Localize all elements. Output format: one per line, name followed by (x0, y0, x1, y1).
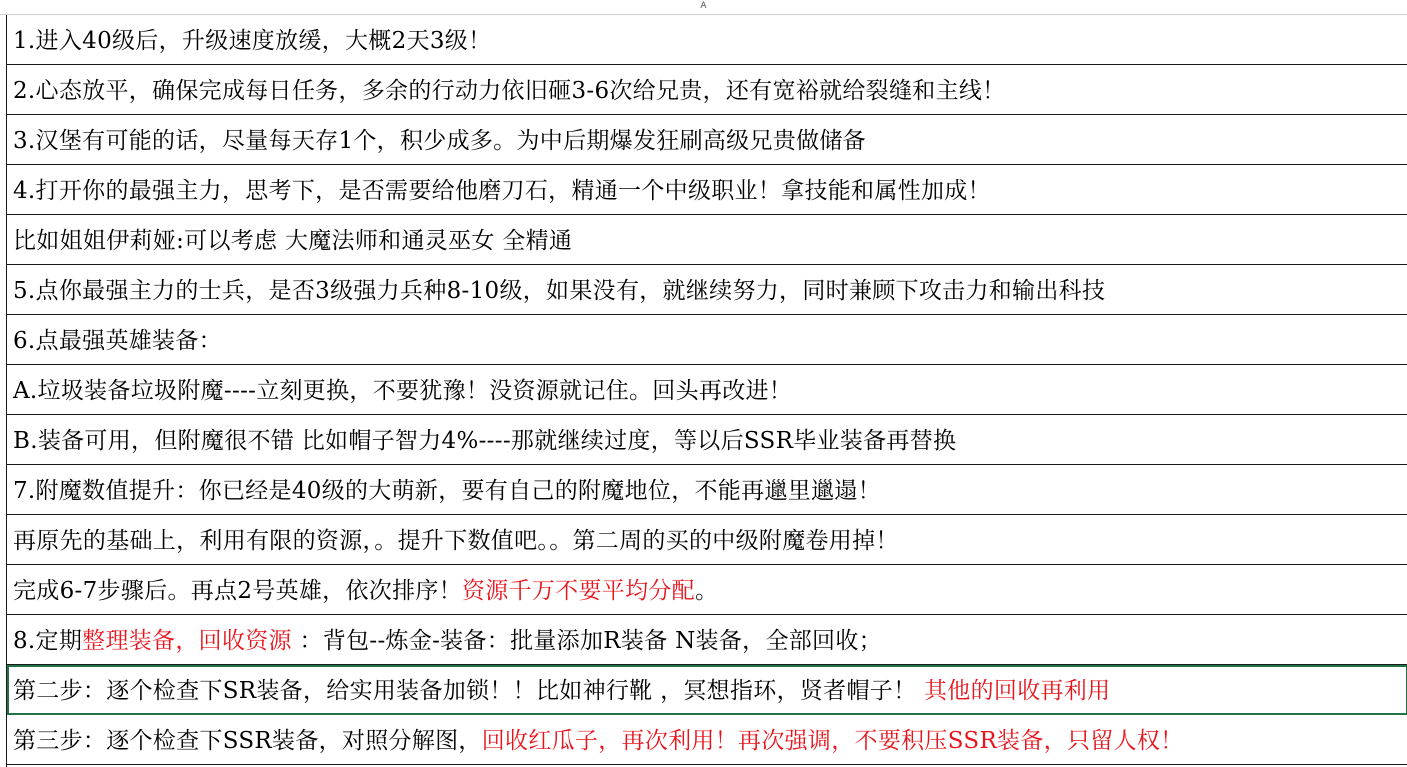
cell-a15[interactable] (13, 715, 1183, 764)
highlighted-text: 资源千万不要平均分配 (461, 578, 695, 604)
spreadsheet-row-7[interactable] (7, 315, 1407, 365)
column-header-a[interactable]: A (700, 1, 707, 11)
cell-a11[interactable] (13, 515, 899, 564)
spreadsheet-row-2[interactable] (7, 65, 1407, 115)
spreadsheet-grid (6, 15, 1407, 767)
spreadsheet-row-9[interactable] (7, 415, 1407, 465)
cell-text: 8.定期 (13, 628, 83, 654)
cell-text: 再原先的基础上，利用有限的资源，。提升下数值吧。。第二周的买的中级附魔卷用掉！ (13, 528, 899, 554)
cell-a2[interactable] (13, 65, 1005, 114)
cell-a14[interactable] (13, 665, 1110, 714)
cell-a7[interactable] (13, 315, 222, 364)
cell-a12[interactable] (13, 565, 718, 614)
cell-a5[interactable] (13, 215, 572, 264)
cell-a4[interactable] (13, 165, 991, 214)
cell-text: 6.点最强英雄装备： (13, 328, 222, 354)
cell-text: ：背包--炼金-装备：批量添加R装备 N装备，全部回收； (291, 628, 882, 654)
spreadsheet-row-5[interactable] (7, 215, 1407, 265)
cell-text: 。 (694, 578, 719, 604)
highlighted-text: 其他的回收再利用 (924, 678, 1111, 704)
cell-a10[interactable] (13, 465, 881, 514)
cell-a3[interactable] (13, 115, 866, 164)
column-header-bar[interactable] (0, 0, 1407, 15)
cell-text: A.垃圾装备垃圾附魔----立刻更换，不要犹豫！没资源就记住。回头再改进！ (13, 378, 793, 404)
spreadsheet-row-12[interactable] (7, 565, 1407, 615)
spreadsheet-row-4[interactable] (7, 165, 1407, 215)
spreadsheet-row-10[interactable] (7, 465, 1407, 515)
cell-text: 第三步：逐个检查下SSR装备，对照分解图， (13, 728, 482, 754)
highlighted-text: 整理装备，回收资源 (82, 628, 292, 654)
cell-text: 4.打开你的最强主力，思考下，是否需要给他磨刀石，精通一个中级职业！拿技能和属性加成！ (13, 178, 991, 204)
cell-text: 第二步：逐个检查下SR装备，给实用装备加锁！！比如神行靴 ，冥想指环，贤者帽子！ (13, 678, 924, 704)
cell-a8[interactable] (13, 365, 792, 414)
cell-text: 1.进入40级后，升级速度放缓，大概2天3级！ (13, 28, 492, 54)
highlighted-text: 回收红瓜子，再次利用！再次强调，不要积压SSR装备，只留人权！ (481, 728, 1184, 754)
cell-a9[interactable] (13, 415, 956, 464)
spreadsheet-row-11[interactable] (7, 515, 1407, 565)
spreadsheet-row-15[interactable] (7, 715, 1407, 765)
cell-text: B.装备可用，但附魔很不错 比如帽子智力4%----那就继续过度，等以后SSR毕业装备再替换 (13, 428, 957, 454)
cell-text: 7.附魔数值提升：你已经是40级的大萌新，要有自己的附魔地位，不能再邋里邋遢！ (13, 478, 881, 504)
spreadsheet-row-13[interactable] (7, 615, 1407, 665)
cell-a6[interactable] (13, 265, 1105, 314)
spreadsheet-row-14[interactable] (7, 665, 1407, 715)
spreadsheet-row-3[interactable] (7, 115, 1407, 165)
cell-text: 完成6-7步骤后。再点2号英雄，依次排序！ (13, 578, 462, 604)
spreadsheet-row-8[interactable] (7, 365, 1407, 415)
cell-text: 2.心态放平，确保完成每日任务，多余的行动力依旧砸3-6次给兄贵，还有宽裕就给裂缝和主线！ (13, 78, 1006, 104)
cell-text: 5.点你最强主力的士兵，是否3级强力兵种8-10级，如果没有，就继续努力，同时兼顾下攻击力和输出科技 (13, 278, 1106, 304)
cell-text: 3.汉堡有可能的话，尽量每天存1个，积少成多。为中后期爆发狂刷高级兄贵做储备 (13, 128, 866, 154)
spreadsheet-row-1[interactable] (7, 15, 1407, 65)
cell-text: 比如姐姐伊莉娅:可以考虑 大魔法师和通灵巫女 全精通 (13, 228, 573, 254)
cell-a1[interactable] (13, 15, 491, 64)
spreadsheet-row-6[interactable] (7, 265, 1407, 315)
cell-a13[interactable] (13, 615, 882, 664)
